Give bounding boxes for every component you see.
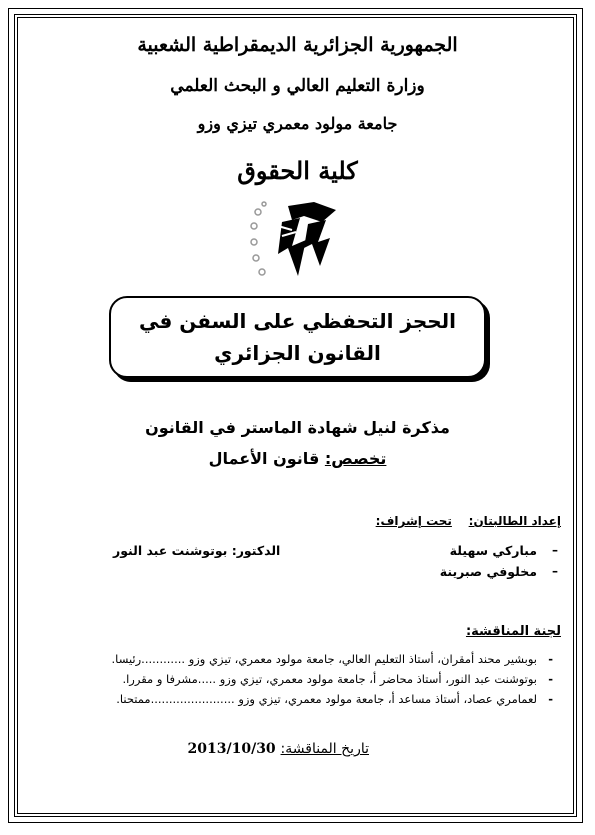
defense-date-line bbox=[188, 741, 369, 757]
defense-date-label: تاريخ المناقشة: bbox=[280, 741, 369, 757]
specialty-value: قانون الأعمال bbox=[208, 449, 320, 468]
student-name: مخلوفي صبرينة bbox=[439, 564, 537, 579]
specialty-label: تخصص: bbox=[324, 449, 387, 468]
thesis-title-box bbox=[109, 296, 486, 378]
jury-bullet: - bbox=[548, 692, 553, 706]
thesis-title-line1: الحجز التحفظي على السفن في bbox=[138, 309, 457, 333]
supervisor-name: الدكتور: بوتوشنت عبد النور bbox=[113, 543, 281, 558]
university-header: جامعة مولود معمري تيزي وزو bbox=[197, 114, 398, 133]
jury-member: لعمامري عصاد، أستاذ مساعد أ، جامعة مولود معمري، تيزي وزو .......................ممتحنا. bbox=[116, 692, 537, 706]
jury-member: بوبشير محند أمقران، أستاذ التعليم العالي، جامعة مولود معمري، تيزي وزو ............رئيسا. bbox=[111, 652, 537, 666]
jury-bullet: - bbox=[548, 672, 553, 686]
thesis-subtitle: مذكرة لنيل شهادة الماستر في القانون bbox=[145, 418, 450, 437]
specialty-line bbox=[0, 449, 595, 468]
jury-bullet: - bbox=[548, 652, 553, 666]
jury-label: لجنة المناقشة: bbox=[465, 624, 561, 639]
university-logo-icon bbox=[248, 196, 348, 284]
student-bullet: – bbox=[552, 564, 558, 578]
supervision-label: تحت إشراف: bbox=[375, 514, 452, 528]
student-bullet: – bbox=[552, 543, 558, 557]
student-name: مباركي سهيلة bbox=[449, 543, 537, 558]
jury-member: بوتوشنت عبد النور، أستاذ محاضر أ، جامعة مولود معمري، تيزي وزو .....مشرفا و مقررا. bbox=[122, 672, 537, 686]
thesis-title-line2: القانون الجزائري bbox=[214, 341, 381, 365]
defense-date-value: 2013/10/30 bbox=[187, 741, 276, 757]
students-label: إعداد الطالبتان: bbox=[468, 514, 561, 528]
ministry-header: وزارة التعليم العالي و البحث العلمي bbox=[170, 76, 425, 96]
faculty-header: كلية الحقوق bbox=[237, 156, 358, 185]
preparation-heading bbox=[376, 514, 561, 528]
republic-header: الجمهورية الجزائرية الديمقراطية الشعبية bbox=[137, 34, 458, 56]
